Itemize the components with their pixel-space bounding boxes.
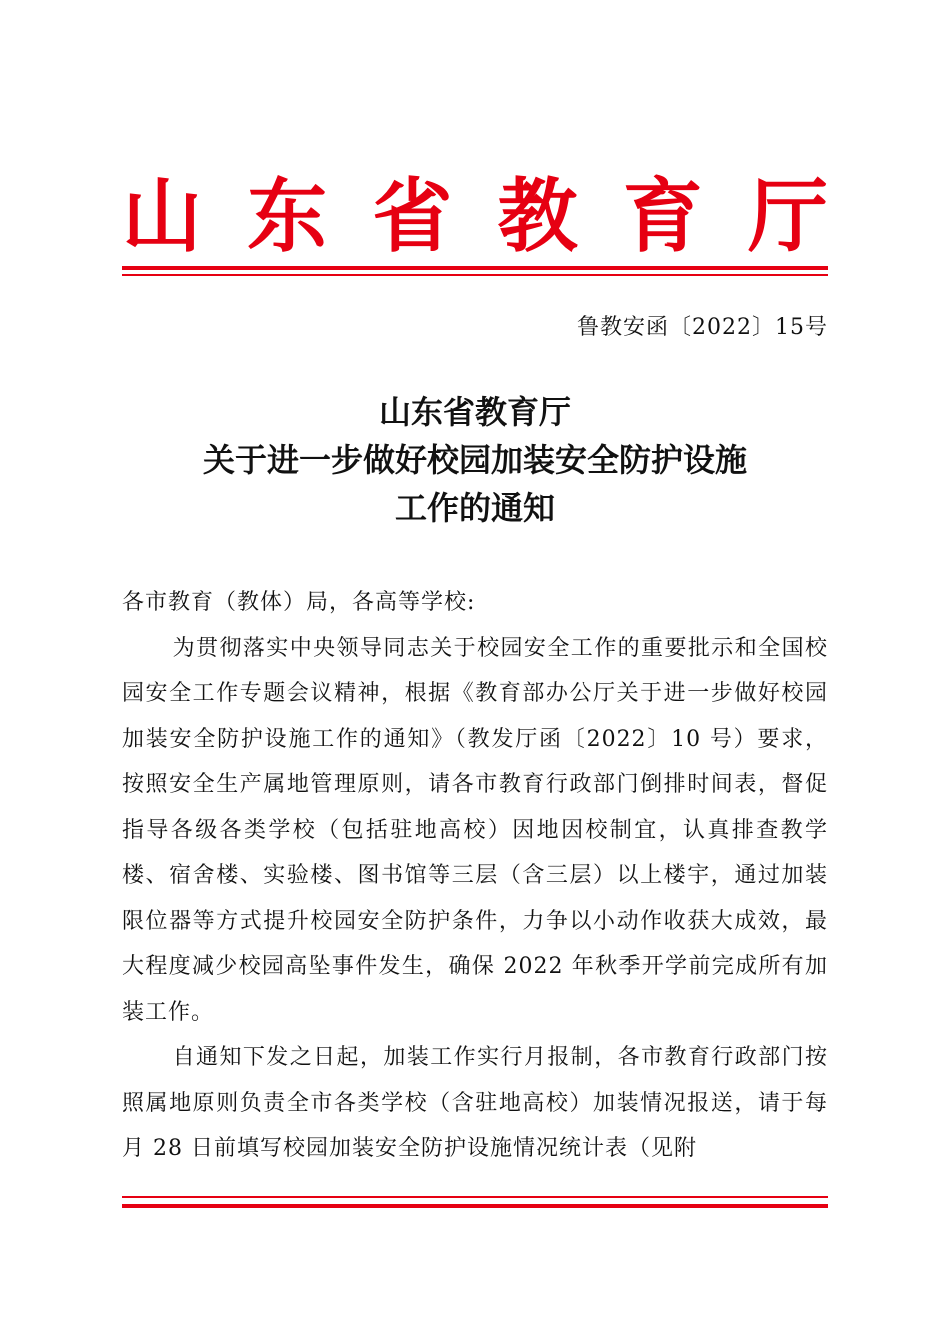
document-body	[122, 580, 828, 1172]
footer-rule-thick	[122, 1204, 828, 1208]
title-line: 山东省教育厅	[378, 393, 571, 431]
title-line: 关于进一步做好校园加装安全防护设施	[202, 441, 747, 479]
masthead-char: 厅	[747, 169, 828, 263]
masthead-char: 省	[372, 169, 453, 263]
title-line: 工作的通知	[394, 489, 555, 527]
footer-rule-thin	[122, 1196, 828, 1198]
body-paragraph: 为贯彻落实中央领导同志关于校园安全工作的重要批示和全国校园安全工作专题会议精神，根据《教育部办公厅关于进一步做好校园加装安全防护设施工作的通知》（教发厅函〔2022〕10 号）要求，按照安全生产属地管理原则，请各市教育行政部门倒排时间表，督促指导各级各类学校（包括驻地高校）因地因校制宜，认真排查教学楼、宿舍楼、实验楼、图书馆等三层（含三层）以上楼宇，通过加装限位器等方式提升校园安全防护条件，力争以小动作收获大成效，最大程度减少校园高坠事件发生，确保 2022 年秋季开学前完成所有加装工作。	[122, 635, 828, 1025]
salutation: 各市教育（教体）局，各高等学校:	[122, 590, 476, 615]
header-rule-thin	[122, 274, 828, 276]
header-rule-thick	[122, 266, 828, 270]
masthead-char: 教	[497, 169, 578, 263]
masthead-char: 东	[247, 169, 328, 263]
masthead-char: 育	[622, 169, 703, 263]
body-paragraph: 自通知下发之日起，加装工作实行月报制，各市教育行政部门按照属地原则负责全市各类学校（含驻地高校）加装情况报送，请于每月 28 日前填写校园加装安全防护设施情况统计表（见附	[122, 1045, 828, 1161]
document-number: 鲁教安函〔2022〕15号	[577, 315, 828, 340]
agency-masthead	[122, 168, 828, 264]
masthead-char: 山	[122, 169, 202, 263]
document-title	[122, 388, 828, 532]
